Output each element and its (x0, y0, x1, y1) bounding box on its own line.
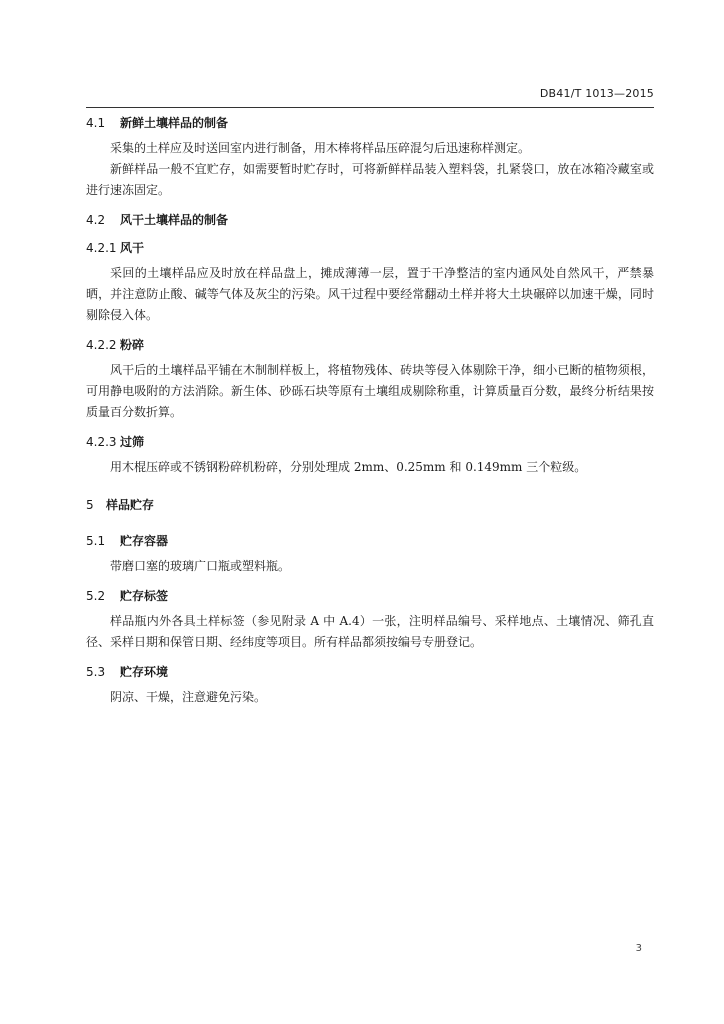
heading-5-1 (86, 532, 654, 550)
heading-4-2-1 (86, 239, 654, 257)
heading-title: 贮存标签 (120, 589, 169, 603)
heading-number: 4.2.2 (86, 338, 117, 352)
heading-number: 5.1 (86, 534, 106, 548)
paragraph: 阴凉、干燥，注意避免污染。 (110, 690, 267, 704)
heading-4-2-2 (86, 336, 654, 354)
paragraph: 风干后的土壤样品平铺在木制制样板上，将植物残体、砖块等侵入体剔除干净，细小已断的植物须根，可用静电吸附的方法消除。新生体、砂砾石块等原有土壤组成剔除称重，计算质量百分数，最终分析结果按质量百分数折算。 (86, 363, 654, 419)
heading-title: 风干土壤样品的制备 (120, 213, 229, 227)
heading-title: 过筛 (120, 435, 145, 449)
heading-title: 贮存容器 (120, 534, 169, 548)
heading-number: 5.3 (86, 665, 106, 679)
heading-5-3 (86, 663, 654, 681)
heading-4-2 (86, 211, 654, 229)
heading-number: 4.2.1 (86, 241, 117, 255)
heading-number: 5.2 (86, 589, 106, 603)
heading-4-2-3 (86, 433, 654, 451)
heading-number: 4.2.3 (86, 435, 117, 449)
paragraph: 采集的土样应及时送回室内进行制备，用木棒将样品压碎混匀后迅速称样测定。 (110, 141, 531, 155)
heading-number: 5 (86, 498, 94, 512)
heading-title: 粉碎 (120, 338, 145, 352)
paragraph: 用木棍压碎或不锈钢粉碎机粉碎，分别处理成 2mm、0.25mm 和 0.149mm 三个粒级。 (110, 460, 587, 474)
paragraph: 新鲜样品一般不宜贮存，如需要暂时贮存时，可将新鲜样品装入塑料袋，扎紧袋口，放在冰箱冷藏室或进行速冻固定。 (86, 162, 654, 197)
heading-5-2 (86, 587, 654, 605)
heading-title: 样品贮存 (106, 498, 155, 512)
paragraph: 带磨口塞的玻璃广口瓶或塑料瓶。 (110, 559, 291, 573)
heading-5 (86, 496, 654, 514)
heading-number: 4.2 (86, 213, 106, 227)
heading-title: 新鲜土壤样品的制备 (120, 116, 229, 130)
heading-title: 风干 (120, 241, 145, 255)
heading-number: 4.1 (86, 116, 106, 130)
header-rule (86, 107, 654, 108)
heading-title: 贮存环境 (120, 665, 169, 679)
paragraph: 样品瓶内外各具土样标签（参见附录 A 中 A.4）一张，注明样品编号、采样地点、土壤情况、筛孔直径、采样日期和保管日期、经纬度等项目。所有样品都须按编号专册登记。 (86, 614, 654, 649)
standard-code: DB41/T 1013—2015 (539, 87, 654, 100)
paragraph: 采回的土壤样品应及时放在样品盘上，摊成薄薄一层，置于干净整洁的室内通风处自然风干，严禁暴晒，并注意防止酸、碱等气体及灰尘的污染。风干过程中要经常翻动土样并将大土块碾碎以加速干燥，同时剔除侵入体。 (86, 266, 654, 322)
heading-4-1 (86, 114, 654, 132)
document-body (86, 114, 654, 708)
page-number: 3 (635, 943, 642, 954)
